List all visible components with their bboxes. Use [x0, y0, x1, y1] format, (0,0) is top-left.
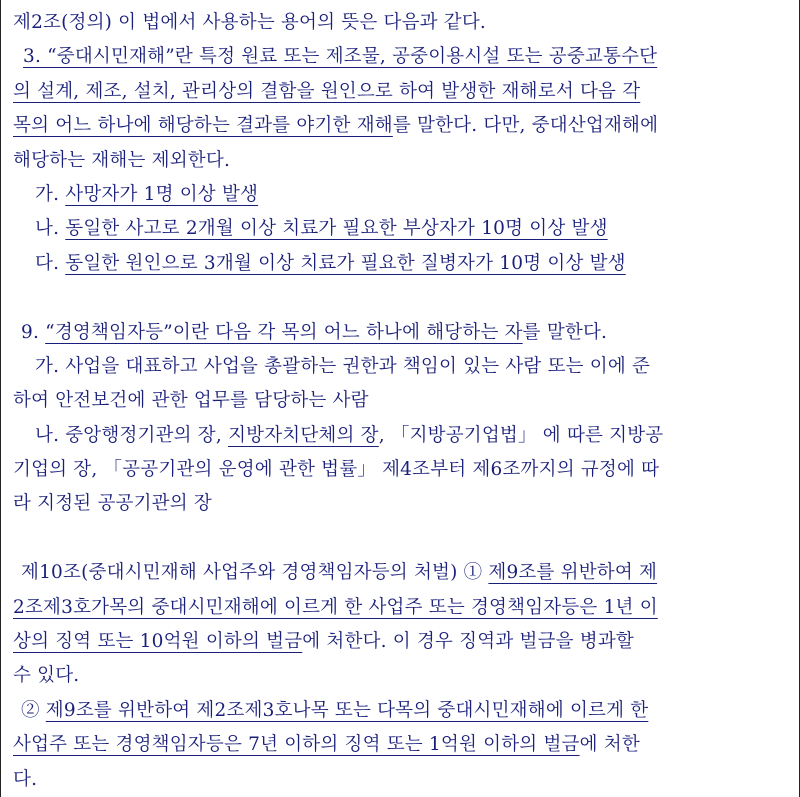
- item-9-subitem-na-line-2: 기업의 장, 「공공기관의 운영에 관한 법률」 제4조부터 제6조까지의 규정에 따: [13, 459, 660, 481]
- article-10-para-2-line-2: [13, 728, 785, 762]
- underlined-text: 사망자가 1명 이상 발생: [65, 183, 259, 205]
- article-10-heading: 제10조(중대시민재해 사업주와 경영책임자등의 처벌) ①: [21, 562, 483, 584]
- subitem-marker: 다.: [35, 252, 60, 274]
- item-3-line-1: [13, 40, 785, 74]
- item-3-subitem-da: [13, 247, 785, 281]
- plain-text: 를 말한다.: [522, 321, 608, 343]
- item-3-line-4: 해당하는 재해는 제외한다.: [13, 149, 231, 171]
- underlined-text: 사업주 또는 경영책임자등은 7년 이하의 징역 또는 1억원 이하의 벌금: [13, 734, 580, 756]
- underlined-text: 상의 징역 또는 10억원 이하의 벌금: [13, 631, 303, 653]
- paragraph-marker: ②: [21, 699, 40, 721]
- underlined-text: 동일한 원인으로 3개월 이상 치료가 필요한 질병자가 10명 이상 발생: [65, 252, 626, 274]
- article-10-line-4: 수 있다.: [13, 665, 80, 687]
- plain-text: 에 처한: [579, 734, 640, 756]
- article-10-para-2-line-3: 다.: [13, 768, 38, 790]
- underlined-text: 3. “중대시민재해”란 특정 원료 또는 제조물, 공중이용시설 또는 공중교통수단: [23, 46, 658, 68]
- plain-text: 를 말한다. 다만, 중대산업재해에: [392, 115, 659, 137]
- underlined-text: “경영책임자등”이란 다음 각 목의 어느 하나에 해당하는 자: [45, 321, 523, 343]
- plain-text: 에 처한다. 이 경우 징역과 벌금을 병과할: [302, 631, 634, 653]
- spacer: [13, 522, 785, 556]
- article-10-line-3: [13, 625, 785, 659]
- item-9-subitem-na-line-3: 라 지정된 공공기관의 장: [13, 493, 212, 515]
- article-2-heading: 제2조(정의) 이 법에서 사용하는 용어의 뜻은 다음과 같다.: [13, 12, 487, 33]
- item-number: 9.: [21, 321, 40, 343]
- underlined-text: 목의 어느 하나에 해당하는 결과를 야기한 재해: [13, 115, 393, 137]
- item-3-subitem-na: [13, 212, 785, 246]
- underlined-text: 지방자치단체의 장: [228, 424, 379, 446]
- subitem-marker: 가.: [35, 183, 60, 205]
- article-10-line-2: [13, 591, 785, 625]
- item-3-line-3: [13, 109, 785, 143]
- plain-text: 나. 중앙행정기관의 장,: [35, 424, 222, 446]
- underlined-text: 제9조를 위반하여 제: [488, 562, 658, 584]
- item-9-subitem-ga-line-1: 가. 사업을 대표하고 사업을 총괄하는 권한과 책임이 있는 사람 또는 이에 준: [35, 355, 651, 377]
- underlined-text: 의 설계, 제조, 설치, 관리상의 결함을 원인으로 하여 발생한 재해로서 다음 각: [13, 80, 641, 102]
- item-3-subitem-ga: [13, 178, 785, 212]
- item-3-line-2: [13, 75, 785, 109]
- spacer: [13, 281, 785, 315]
- plain-text: , 「지방공기업법」 에 따른 지방공: [378, 424, 664, 446]
- article-10-para-2-line-1: [13, 694, 785, 728]
- item-9-line-1: [13, 316, 785, 350]
- article-10-line-1: [13, 556, 785, 590]
- underlined-text: 동일한 사고로 2개월 이상 치료가 필요한 부상자가 10명 이상 발생: [65, 218, 608, 240]
- subitem-marker: 나.: [35, 218, 60, 240]
- underlined-text: 2조제3호가목의 중대시민재해에 이르게 한 사업주 또는 경영책임자등은 1년 이: [13, 596, 658, 618]
- item-9-subitem-ga-line-2: 하여 안전보건에 관한 업무를 담당하는 사람: [13, 390, 369, 412]
- item-9-subitem-na-line-1: [13, 419, 785, 453]
- underlined-text: 제9조를 위반하여 제2조제3호나목 또는 다목의 중대시민재해에 이르게 한: [45, 699, 649, 721]
